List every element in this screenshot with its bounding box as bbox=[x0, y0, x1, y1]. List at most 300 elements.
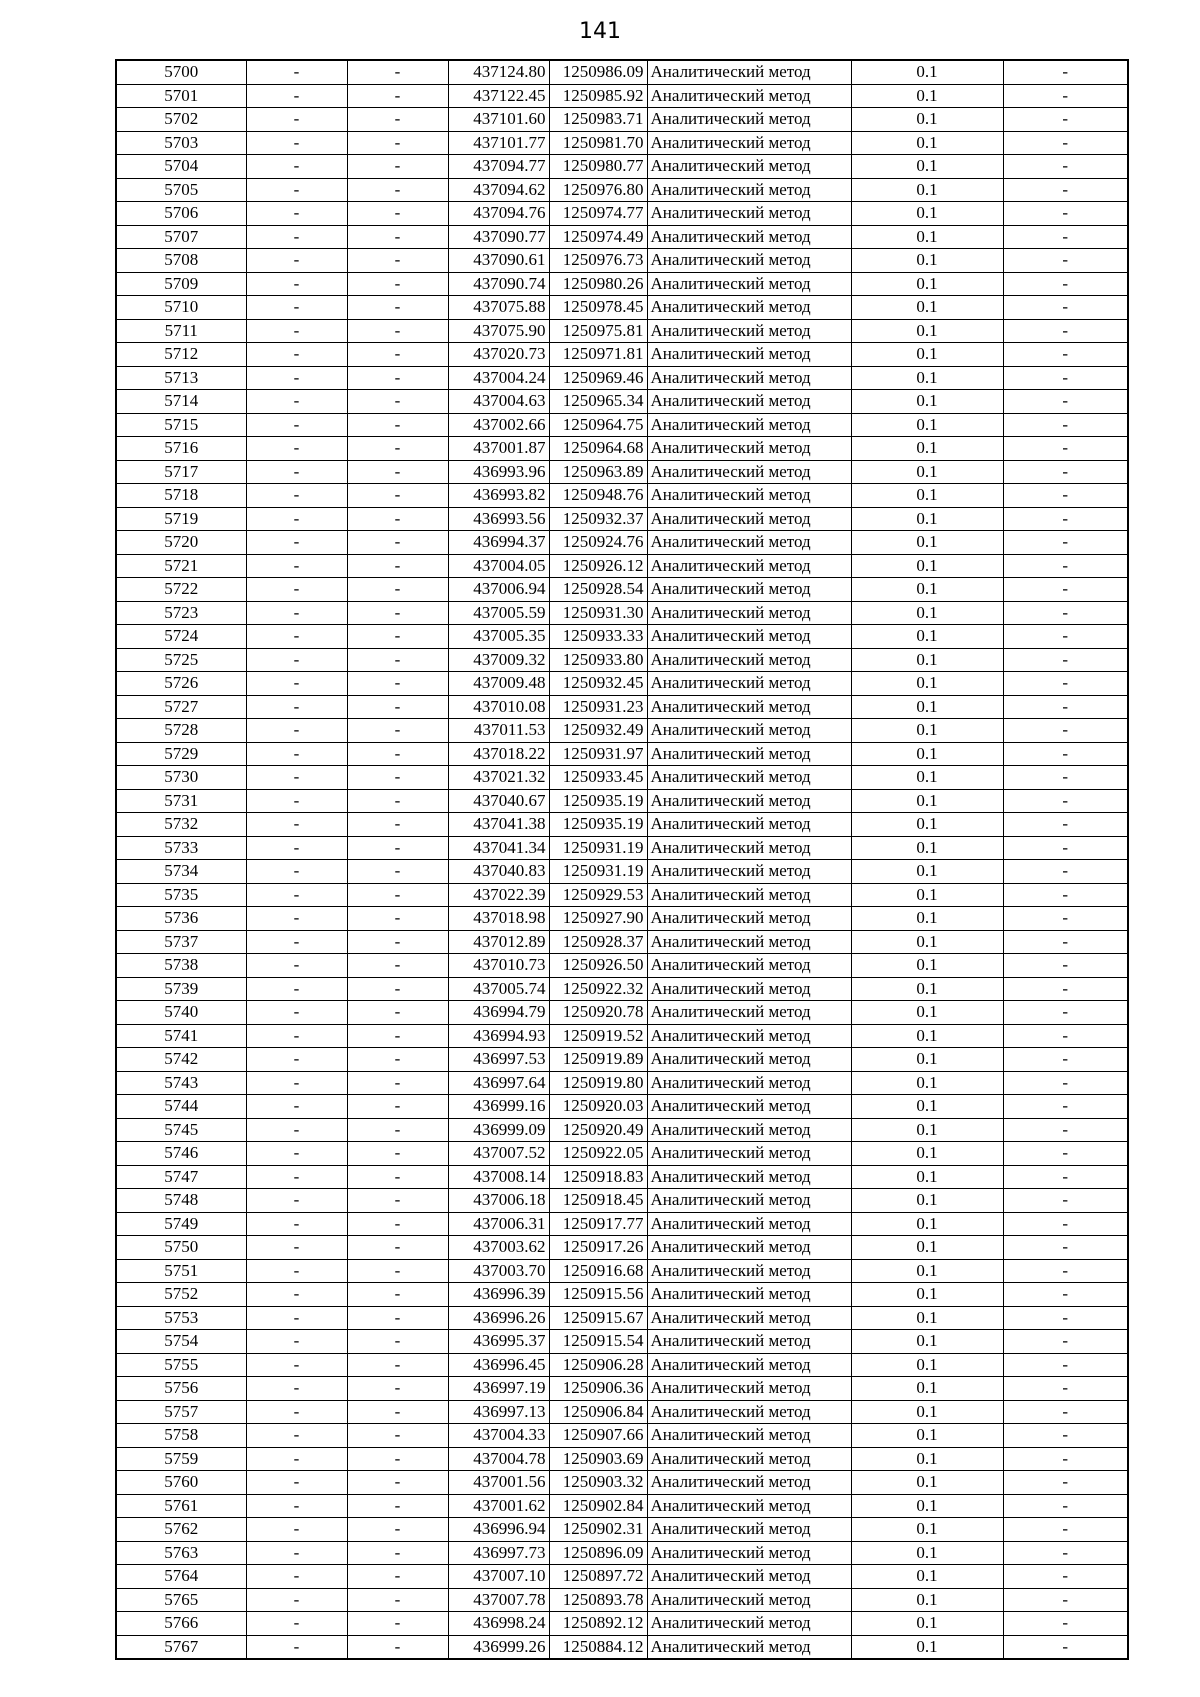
dash-cell: - bbox=[246, 1471, 347, 1495]
dash-cell: - bbox=[246, 225, 347, 249]
table-row bbox=[116, 1165, 1128, 1189]
accuracy-cell: 0.1 bbox=[851, 1447, 1003, 1471]
x-coordinate-cell: 436996.39 bbox=[448, 1283, 549, 1307]
table-row bbox=[116, 1118, 1128, 1142]
y-coordinate-cell: 1250933.45 bbox=[549, 766, 647, 790]
x-coordinate-cell: 437094.76 bbox=[448, 202, 549, 226]
dash-cell: - bbox=[1003, 460, 1128, 484]
accuracy-cell: 0.1 bbox=[851, 930, 1003, 954]
point-number-cell: 5747 bbox=[116, 1165, 246, 1189]
table-body bbox=[116, 60, 1128, 1659]
point-number-cell: 5717 bbox=[116, 460, 246, 484]
dash-cell: - bbox=[246, 1494, 347, 1518]
point-number-cell: 5753 bbox=[116, 1306, 246, 1330]
y-coordinate-cell: 1250969.46 bbox=[549, 366, 647, 390]
dash-cell: - bbox=[347, 1189, 448, 1213]
accuracy-cell: 0.1 bbox=[851, 131, 1003, 155]
x-coordinate-cell: 436994.37 bbox=[448, 531, 549, 555]
y-coordinate-cell: 1250932.37 bbox=[549, 507, 647, 531]
x-coordinate-cell: 436994.79 bbox=[448, 1001, 549, 1025]
accuracy-cell: 0.1 bbox=[851, 789, 1003, 813]
table-row bbox=[116, 1424, 1128, 1448]
dash-cell: - bbox=[1003, 272, 1128, 296]
method-cell: Аналитический метод bbox=[647, 531, 851, 555]
x-coordinate-cell: 437021.32 bbox=[448, 766, 549, 790]
dash-cell: - bbox=[246, 249, 347, 273]
point-number-cell: 5718 bbox=[116, 484, 246, 508]
y-coordinate-cell: 1250974.77 bbox=[549, 202, 647, 226]
method-cell: Аналитический метод bbox=[647, 883, 851, 907]
dash-cell: - bbox=[347, 1518, 448, 1542]
dash-cell: - bbox=[246, 1635, 347, 1659]
dash-cell: - bbox=[347, 907, 448, 931]
y-coordinate-cell: 1250915.56 bbox=[549, 1283, 647, 1307]
point-number-cell: 5742 bbox=[116, 1048, 246, 1072]
dash-cell: - bbox=[246, 484, 347, 508]
dash-cell: - bbox=[347, 343, 448, 367]
dash-cell: - bbox=[246, 1306, 347, 1330]
point-number-cell: 5755 bbox=[116, 1353, 246, 1377]
dash-cell: - bbox=[1003, 413, 1128, 437]
x-coordinate-cell: 437007.52 bbox=[448, 1142, 549, 1166]
method-cell: Аналитический метод bbox=[647, 343, 851, 367]
method-cell: Аналитический метод bbox=[647, 1001, 851, 1025]
accuracy-cell: 0.1 bbox=[851, 366, 1003, 390]
point-number-cell: 5705 bbox=[116, 178, 246, 202]
dash-cell: - bbox=[246, 554, 347, 578]
coordinates-table bbox=[115, 59, 1129, 1660]
method-cell: Аналитический метод bbox=[647, 907, 851, 931]
method-cell: Аналитический метод bbox=[647, 1095, 851, 1119]
point-number-cell: 5748 bbox=[116, 1189, 246, 1213]
dash-cell: - bbox=[1003, 1377, 1128, 1401]
table-row bbox=[116, 1541, 1128, 1565]
method-cell: Аналитический метод bbox=[647, 1165, 851, 1189]
dash-cell: - bbox=[1003, 1283, 1128, 1307]
y-coordinate-cell: 1250980.26 bbox=[549, 272, 647, 296]
dash-cell: - bbox=[1003, 484, 1128, 508]
x-coordinate-cell: 437075.88 bbox=[448, 296, 549, 320]
x-coordinate-cell: 437018.98 bbox=[448, 907, 549, 931]
dash-cell: - bbox=[347, 954, 448, 978]
dash-cell: - bbox=[347, 813, 448, 837]
table-row bbox=[116, 437, 1128, 461]
dash-cell: - bbox=[347, 84, 448, 108]
x-coordinate-cell: 437101.60 bbox=[448, 108, 549, 132]
method-cell: Аналитический метод bbox=[647, 1071, 851, 1095]
accuracy-cell: 0.1 bbox=[851, 531, 1003, 555]
accuracy-cell: 0.1 bbox=[851, 1283, 1003, 1307]
point-number-cell: 5721 bbox=[116, 554, 246, 578]
point-number-cell: 5757 bbox=[116, 1400, 246, 1424]
point-number-cell: 5712 bbox=[116, 343, 246, 367]
dash-cell: - bbox=[347, 1306, 448, 1330]
accuracy-cell: 0.1 bbox=[851, 343, 1003, 367]
dash-cell: - bbox=[1003, 1494, 1128, 1518]
dash-cell: - bbox=[1003, 977, 1128, 1001]
point-number-cell: 5764 bbox=[116, 1565, 246, 1589]
dash-cell: - bbox=[246, 1353, 347, 1377]
x-coordinate-cell: 436997.19 bbox=[448, 1377, 549, 1401]
dash-cell: - bbox=[246, 836, 347, 860]
point-number-cell: 5710 bbox=[116, 296, 246, 320]
point-number-cell: 5720 bbox=[116, 531, 246, 555]
dash-cell: - bbox=[1003, 225, 1128, 249]
accuracy-cell: 0.1 bbox=[851, 1471, 1003, 1495]
accuracy-cell: 0.1 bbox=[851, 883, 1003, 907]
dash-cell: - bbox=[347, 1565, 448, 1589]
table-row bbox=[116, 1236, 1128, 1260]
point-number-cell: 5754 bbox=[116, 1330, 246, 1354]
accuracy-cell: 0.1 bbox=[851, 202, 1003, 226]
method-cell: Аналитический метод bbox=[647, 836, 851, 860]
accuracy-cell: 0.1 bbox=[851, 766, 1003, 790]
dash-cell: - bbox=[1003, 1001, 1128, 1025]
x-coordinate-cell: 437075.90 bbox=[448, 319, 549, 343]
accuracy-cell: 0.1 bbox=[851, 977, 1003, 1001]
x-coordinate-cell: 436993.56 bbox=[448, 507, 549, 531]
table-row bbox=[116, 648, 1128, 672]
point-number-cell: 5740 bbox=[116, 1001, 246, 1025]
dash-cell: - bbox=[246, 766, 347, 790]
dash-cell: - bbox=[246, 131, 347, 155]
x-coordinate-cell: 437004.33 bbox=[448, 1424, 549, 1448]
x-coordinate-cell: 437012.89 bbox=[448, 930, 549, 954]
table-row bbox=[116, 625, 1128, 649]
dash-cell: - bbox=[347, 883, 448, 907]
dash-cell: - bbox=[246, 155, 347, 179]
accuracy-cell: 0.1 bbox=[851, 625, 1003, 649]
y-coordinate-cell: 1250922.32 bbox=[549, 977, 647, 1001]
dash-cell: - bbox=[347, 860, 448, 884]
table-row bbox=[116, 1377, 1128, 1401]
y-coordinate-cell: 1250981.70 bbox=[549, 131, 647, 155]
dash-cell: - bbox=[246, 437, 347, 461]
x-coordinate-cell: 437020.73 bbox=[448, 343, 549, 367]
x-coordinate-cell: 437005.35 bbox=[448, 625, 549, 649]
dash-cell: - bbox=[347, 484, 448, 508]
dash-cell: - bbox=[246, 1283, 347, 1307]
accuracy-cell: 0.1 bbox=[851, 1541, 1003, 1565]
dash-cell: - bbox=[1003, 742, 1128, 766]
x-coordinate-cell: 436999.26 bbox=[448, 1635, 549, 1659]
dash-cell: - bbox=[347, 1588, 448, 1612]
dash-cell: - bbox=[246, 1541, 347, 1565]
dash-cell: - bbox=[1003, 1424, 1128, 1448]
dash-cell: - bbox=[1003, 249, 1128, 273]
x-coordinate-cell: 437004.78 bbox=[448, 1447, 549, 1471]
method-cell: Аналитический метод bbox=[647, 84, 851, 108]
dash-cell: - bbox=[347, 1353, 448, 1377]
y-coordinate-cell: 1250932.45 bbox=[549, 672, 647, 696]
table-row bbox=[116, 531, 1128, 555]
x-coordinate-cell: 437001.62 bbox=[448, 1494, 549, 1518]
table-row bbox=[116, 1353, 1128, 1377]
y-coordinate-cell: 1250933.33 bbox=[549, 625, 647, 649]
dash-cell: - bbox=[1003, 131, 1128, 155]
table-row bbox=[116, 1306, 1128, 1330]
y-coordinate-cell: 1250931.30 bbox=[549, 601, 647, 625]
method-cell: Аналитический метод bbox=[647, 1541, 851, 1565]
dash-cell: - bbox=[347, 1259, 448, 1283]
method-cell: Аналитический метод bbox=[647, 695, 851, 719]
method-cell: Аналитический метод bbox=[647, 954, 851, 978]
accuracy-cell: 0.1 bbox=[851, 695, 1003, 719]
y-coordinate-cell: 1250893.78 bbox=[549, 1588, 647, 1612]
x-coordinate-cell: 437090.74 bbox=[448, 272, 549, 296]
table-row bbox=[116, 1588, 1128, 1612]
x-coordinate-cell: 437006.31 bbox=[448, 1212, 549, 1236]
dash-cell: - bbox=[1003, 625, 1128, 649]
x-coordinate-cell: 436997.64 bbox=[448, 1071, 549, 1095]
dash-cell: - bbox=[246, 789, 347, 813]
dash-cell: - bbox=[347, 977, 448, 1001]
dash-cell: - bbox=[1003, 1095, 1128, 1119]
accuracy-cell: 0.1 bbox=[851, 836, 1003, 860]
page-number: 141 bbox=[579, 19, 621, 44]
x-coordinate-cell: 437122.45 bbox=[448, 84, 549, 108]
method-cell: Аналитический метод bbox=[647, 648, 851, 672]
point-number-cell: 5745 bbox=[116, 1118, 246, 1142]
method-cell: Аналитический метод bbox=[647, 1471, 851, 1495]
point-number-cell: 5715 bbox=[116, 413, 246, 437]
method-cell: Аналитический метод bbox=[647, 249, 851, 273]
dash-cell: - bbox=[347, 930, 448, 954]
table-row bbox=[116, 766, 1128, 790]
y-coordinate-cell: 1250916.68 bbox=[549, 1259, 647, 1283]
y-coordinate-cell: 1250919.80 bbox=[549, 1071, 647, 1095]
point-number-cell: 5700 bbox=[116, 60, 246, 84]
dash-cell: - bbox=[246, 507, 347, 531]
dash-cell: - bbox=[347, 225, 448, 249]
point-number-cell: 5738 bbox=[116, 954, 246, 978]
accuracy-cell: 0.1 bbox=[851, 272, 1003, 296]
table-row bbox=[116, 836, 1128, 860]
dash-cell: - bbox=[1003, 789, 1128, 813]
table-row bbox=[116, 1447, 1128, 1471]
table-row bbox=[116, 343, 1128, 367]
dash-cell: - bbox=[347, 742, 448, 766]
x-coordinate-cell: 437003.70 bbox=[448, 1259, 549, 1283]
dash-cell: - bbox=[1003, 1541, 1128, 1565]
point-number-cell: 5759 bbox=[116, 1447, 246, 1471]
dash-cell: - bbox=[246, 930, 347, 954]
dash-cell: - bbox=[1003, 319, 1128, 343]
x-coordinate-cell: 437009.32 bbox=[448, 648, 549, 672]
point-number-cell: 5702 bbox=[116, 108, 246, 132]
method-cell: Аналитический метод bbox=[647, 742, 851, 766]
table-row bbox=[116, 1189, 1128, 1213]
table-row bbox=[116, 1635, 1128, 1659]
point-number-cell: 5762 bbox=[116, 1518, 246, 1542]
accuracy-cell: 0.1 bbox=[851, 1588, 1003, 1612]
dash-cell: - bbox=[1003, 1471, 1128, 1495]
dash-cell: - bbox=[347, 131, 448, 155]
dash-cell: - bbox=[1003, 343, 1128, 367]
y-coordinate-cell: 1250976.73 bbox=[549, 249, 647, 273]
x-coordinate-cell: 437004.05 bbox=[448, 554, 549, 578]
method-cell: Аналитический метод bbox=[647, 1330, 851, 1354]
method-cell: Аналитический метод bbox=[647, 1306, 851, 1330]
y-coordinate-cell: 1250920.49 bbox=[549, 1118, 647, 1142]
dash-cell: - bbox=[347, 1071, 448, 1095]
y-coordinate-cell: 1250924.76 bbox=[549, 531, 647, 555]
accuracy-cell: 0.1 bbox=[851, 648, 1003, 672]
table-row bbox=[116, 1048, 1128, 1072]
table-row bbox=[116, 202, 1128, 226]
accuracy-cell: 0.1 bbox=[851, 578, 1003, 602]
dash-cell: - bbox=[347, 272, 448, 296]
dash-cell: - bbox=[347, 625, 448, 649]
accuracy-cell: 0.1 bbox=[851, 1118, 1003, 1142]
dash-cell: - bbox=[246, 695, 347, 719]
x-coordinate-cell: 437005.59 bbox=[448, 601, 549, 625]
dash-cell: - bbox=[1003, 202, 1128, 226]
point-number-cell: 5729 bbox=[116, 742, 246, 766]
table-row bbox=[116, 1471, 1128, 1495]
table-row bbox=[116, 1612, 1128, 1636]
dash-cell: - bbox=[246, 578, 347, 602]
dash-cell: - bbox=[1003, 296, 1128, 320]
table-row bbox=[116, 672, 1128, 696]
dash-cell: - bbox=[1003, 554, 1128, 578]
dash-cell: - bbox=[1003, 860, 1128, 884]
table-row bbox=[116, 907, 1128, 931]
dash-cell: - bbox=[347, 460, 448, 484]
point-number-cell: 5727 bbox=[116, 695, 246, 719]
dash-cell: - bbox=[347, 413, 448, 437]
dash-cell: - bbox=[246, 907, 347, 931]
x-coordinate-cell: 437094.62 bbox=[448, 178, 549, 202]
x-coordinate-cell: 437040.83 bbox=[448, 860, 549, 884]
dash-cell: - bbox=[246, 413, 347, 437]
x-coordinate-cell: 437003.62 bbox=[448, 1236, 549, 1260]
dash-cell: - bbox=[1003, 507, 1128, 531]
y-coordinate-cell: 1250978.45 bbox=[549, 296, 647, 320]
y-coordinate-cell: 1250902.31 bbox=[549, 1518, 647, 1542]
table-row bbox=[116, 813, 1128, 837]
dash-cell: - bbox=[1003, 766, 1128, 790]
point-number-cell: 5707 bbox=[116, 225, 246, 249]
y-coordinate-cell: 1250917.26 bbox=[549, 1236, 647, 1260]
dash-cell: - bbox=[347, 178, 448, 202]
y-coordinate-cell: 1250927.90 bbox=[549, 907, 647, 931]
y-coordinate-cell: 1250917.77 bbox=[549, 1212, 647, 1236]
table-row bbox=[116, 883, 1128, 907]
y-coordinate-cell: 1250931.23 bbox=[549, 695, 647, 719]
dash-cell: - bbox=[246, 84, 347, 108]
point-number-cell: 5708 bbox=[116, 249, 246, 273]
dash-cell: - bbox=[1003, 531, 1128, 555]
y-coordinate-cell: 1250928.54 bbox=[549, 578, 647, 602]
dash-cell: - bbox=[1003, 930, 1128, 954]
method-cell: Аналитический метод bbox=[647, 719, 851, 743]
x-coordinate-cell: 437010.73 bbox=[448, 954, 549, 978]
x-coordinate-cell: 437006.18 bbox=[448, 1189, 549, 1213]
x-coordinate-cell: 436997.73 bbox=[448, 1541, 549, 1565]
y-coordinate-cell: 1250926.50 bbox=[549, 954, 647, 978]
dash-cell: - bbox=[347, 1424, 448, 1448]
dash-cell: - bbox=[246, 1424, 347, 1448]
method-cell: Аналитический метод bbox=[647, 460, 851, 484]
accuracy-cell: 0.1 bbox=[851, 742, 1003, 766]
method-cell: Аналитический метод bbox=[647, 507, 851, 531]
point-number-cell: 5713 bbox=[116, 366, 246, 390]
dash-cell: - bbox=[347, 648, 448, 672]
x-coordinate-cell: 437001.87 bbox=[448, 437, 549, 461]
accuracy-cell: 0.1 bbox=[851, 249, 1003, 273]
y-coordinate-cell: 1250922.05 bbox=[549, 1142, 647, 1166]
table-row bbox=[116, 296, 1128, 320]
point-number-cell: 5763 bbox=[116, 1541, 246, 1565]
method-cell: Аналитический метод bbox=[647, 930, 851, 954]
accuracy-cell: 0.1 bbox=[851, 954, 1003, 978]
x-coordinate-cell: 436993.82 bbox=[448, 484, 549, 508]
accuracy-cell: 0.1 bbox=[851, 460, 1003, 484]
dash-cell: - bbox=[347, 578, 448, 602]
dash-cell: - bbox=[1003, 1635, 1128, 1659]
table-row bbox=[116, 601, 1128, 625]
dash-cell: - bbox=[347, 1400, 448, 1424]
table-row bbox=[116, 1259, 1128, 1283]
table-row bbox=[116, 930, 1128, 954]
point-number-cell: 5723 bbox=[116, 601, 246, 625]
dash-cell: - bbox=[246, 625, 347, 649]
dash-cell: - bbox=[1003, 1071, 1128, 1095]
accuracy-cell: 0.1 bbox=[851, 719, 1003, 743]
dash-cell: - bbox=[347, 601, 448, 625]
y-coordinate-cell: 1250975.81 bbox=[549, 319, 647, 343]
accuracy-cell: 0.1 bbox=[851, 84, 1003, 108]
dash-cell: - bbox=[347, 1494, 448, 1518]
method-cell: Аналитический метод bbox=[647, 554, 851, 578]
y-coordinate-cell: 1250964.75 bbox=[549, 413, 647, 437]
point-number-cell: 5736 bbox=[116, 907, 246, 931]
dash-cell: - bbox=[347, 1212, 448, 1236]
y-coordinate-cell: 1250935.19 bbox=[549, 789, 647, 813]
point-number-cell: 5767 bbox=[116, 1635, 246, 1659]
y-coordinate-cell: 1250896.09 bbox=[549, 1541, 647, 1565]
y-coordinate-cell: 1250907.66 bbox=[549, 1424, 647, 1448]
dash-cell: - bbox=[246, 202, 347, 226]
dash-cell: - bbox=[347, 249, 448, 273]
point-number-cell: 5716 bbox=[116, 437, 246, 461]
method-cell: Аналитический метод bbox=[647, 1024, 851, 1048]
dash-cell: - bbox=[246, 672, 347, 696]
method-cell: Аналитический метод bbox=[647, 1259, 851, 1283]
dash-cell: - bbox=[1003, 719, 1128, 743]
table-row bbox=[116, 1494, 1128, 1518]
accuracy-cell: 0.1 bbox=[851, 1236, 1003, 1260]
accuracy-cell: 0.1 bbox=[851, 1494, 1003, 1518]
dash-cell: - bbox=[347, 108, 448, 132]
dash-cell: - bbox=[246, 1165, 347, 1189]
x-coordinate-cell: 437007.10 bbox=[448, 1565, 549, 1589]
dash-cell: - bbox=[347, 319, 448, 343]
dash-cell: - bbox=[1003, 84, 1128, 108]
point-number-cell: 5744 bbox=[116, 1095, 246, 1119]
dash-cell: - bbox=[347, 60, 448, 84]
table-row bbox=[116, 507, 1128, 531]
accuracy-cell: 0.1 bbox=[851, 1635, 1003, 1659]
dash-cell: - bbox=[347, 1095, 448, 1119]
method-cell: Аналитический метод bbox=[647, 225, 851, 249]
method-cell: Аналитический метод bbox=[647, 1447, 851, 1471]
method-cell: Аналитический метод bbox=[647, 60, 851, 84]
dash-cell: - bbox=[246, 1400, 347, 1424]
x-coordinate-cell: 437008.14 bbox=[448, 1165, 549, 1189]
method-cell: Аналитический метод bbox=[647, 977, 851, 1001]
